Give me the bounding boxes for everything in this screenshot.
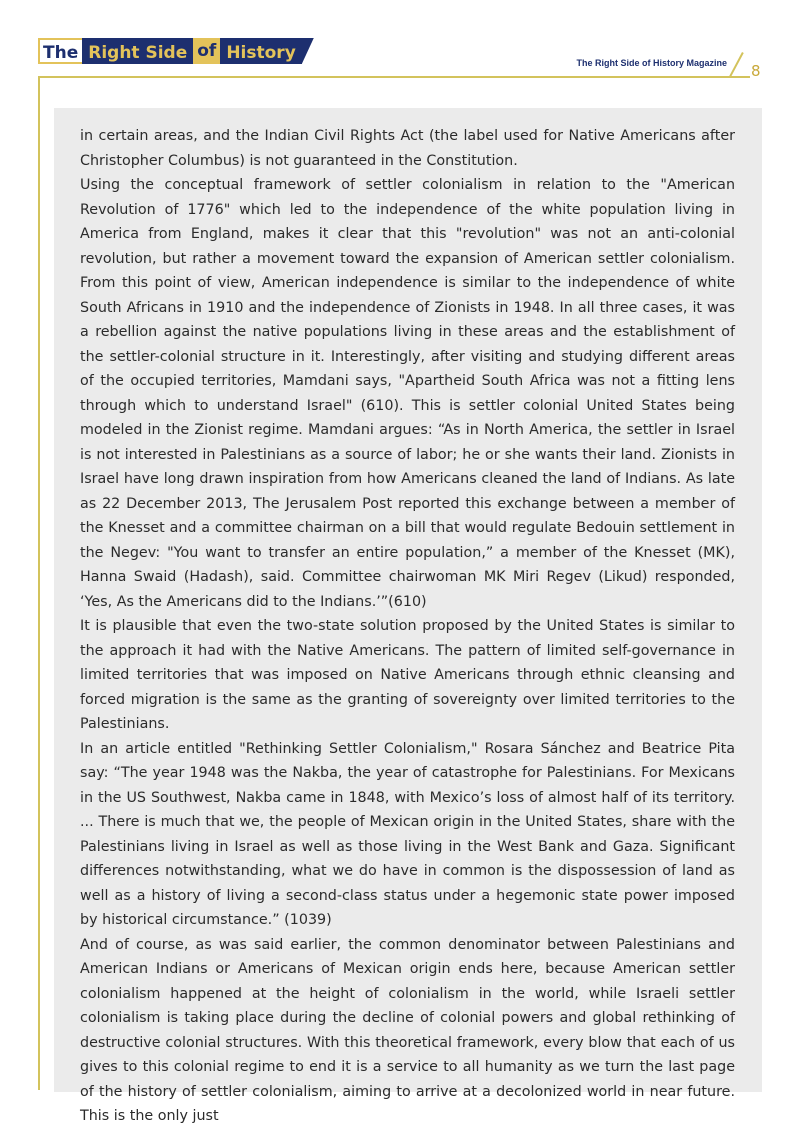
paragraph: Using the conceptual framework of settler colonialism in relation to the "American Revolution of 1776" which led to the independence of the white population living in America from England, makes it clear that this "revolution" was not an anti-colonial revolution, but rather a movement toward the expansion of American settler colonialism. From this point of view, American independence is similar to the independence of white South Africans in 1910 and the independence of Zionists in 1948. In all three cases, it was a rebellion against the native populations living in these areas and the establishment of the settler-colonial structure in it. Interestingly, after visiting and studying different areas of the occupied territories, Mamdani says, "Apartheid South Africa was not a fitting lens through which to understand Israel" (610). This is settler colonial United States being modeled in the Zionist regime. Mamdani argues: “As in North America, the settler in Israel is not interested in Palestinians as a source of labor; he or she wants their land. Zionists in Israel have long drawn inspiration from how Americans cleaned the land of Indians. As late as 22 December 2013, The Jerusalem Post reported this exchange between a member of the Knesset and a committee chairman on a bill that would regulate Bedouin settlement in the Negev: "You want to transfer an entire population,” a member of the Knesset (MK), Hanna Swaid (Hadash), said. Committee chairwoman MK Miri Regev (Likud) responded, ‘Yes, As the Americans did to the Indians.’”(610) [80, 177, 735, 610]
frame-left-rule [38, 76, 40, 1090]
frame-slash-divider [729, 52, 744, 78]
logo-tail-decoration [302, 38, 314, 64]
paragraph: It is plausible that even the two-state solution proposed by the United States is similar to the approach it had with the Native Americans. The pattern of limited self-governance in limited territories that was imposed on Native Americans through ethnic cleansing and forced migration is the same as the granting of sovereignty over limited territories to the Palestinians. [80, 618, 735, 732]
article-content-panel [54, 108, 762, 1124]
magazine-title: The Right Side of History Magazine [576, 58, 727, 68]
logo-word-history: History [220, 38, 301, 64]
paragraph: And of course, as was said earlier, the common denominator between Palestinians and American Indians or Americans of Mexican origin ends here, because American settler colonialism happened at the height of colonialism in the world, while Israeli settler colonialism is taking place during the decline of colonial powers and global rethinking of destructive colonial structures. With this theoretical framework, every blow that each of us gives to this colonial regime to end it is a service to all humanity as we turn the last page of the history of settler colonialism, aiming to arrive at a decolonized world in near future. This is the only just [80, 936, 735, 1124]
logo-word-right-side: Right Side [82, 38, 193, 64]
page-number: 8 [751, 62, 761, 80]
paragraph: in certain areas, and the Indian Civil Rights Act (the label used for Native Americans after Christopher Columbus) is not guaranteed in the Constitution. [80, 128, 735, 169]
logo-word-the: The [38, 38, 82, 64]
paragraph: In an article entitled "Rethinking Settler Colonialism," Rosara Sánchez and Beatrice Pita say: “The year 1948 was the Nakba, the year of catastrophe for Palestinians. For Mexicans in the US Southwest, Nakba came in 1848, with Mexico’s loss of almost half of its territory. ... There is much that we, the people of Mexican origin in the United States, share with the Palestinians living in Israel as well as those living in the West Bank and Gaza. Significant differences notwithstanding, what we do have in common is the dispossession of land as well as a history of living a second-class status under a hegemonic state power imposed by historical circumstance.” (1039) [80, 740, 735, 928]
frame-top-rule [38, 76, 750, 78]
logo-word-of: of [193, 38, 220, 64]
article-body [80, 124, 735, 1129]
magazine-logo [38, 38, 314, 64]
